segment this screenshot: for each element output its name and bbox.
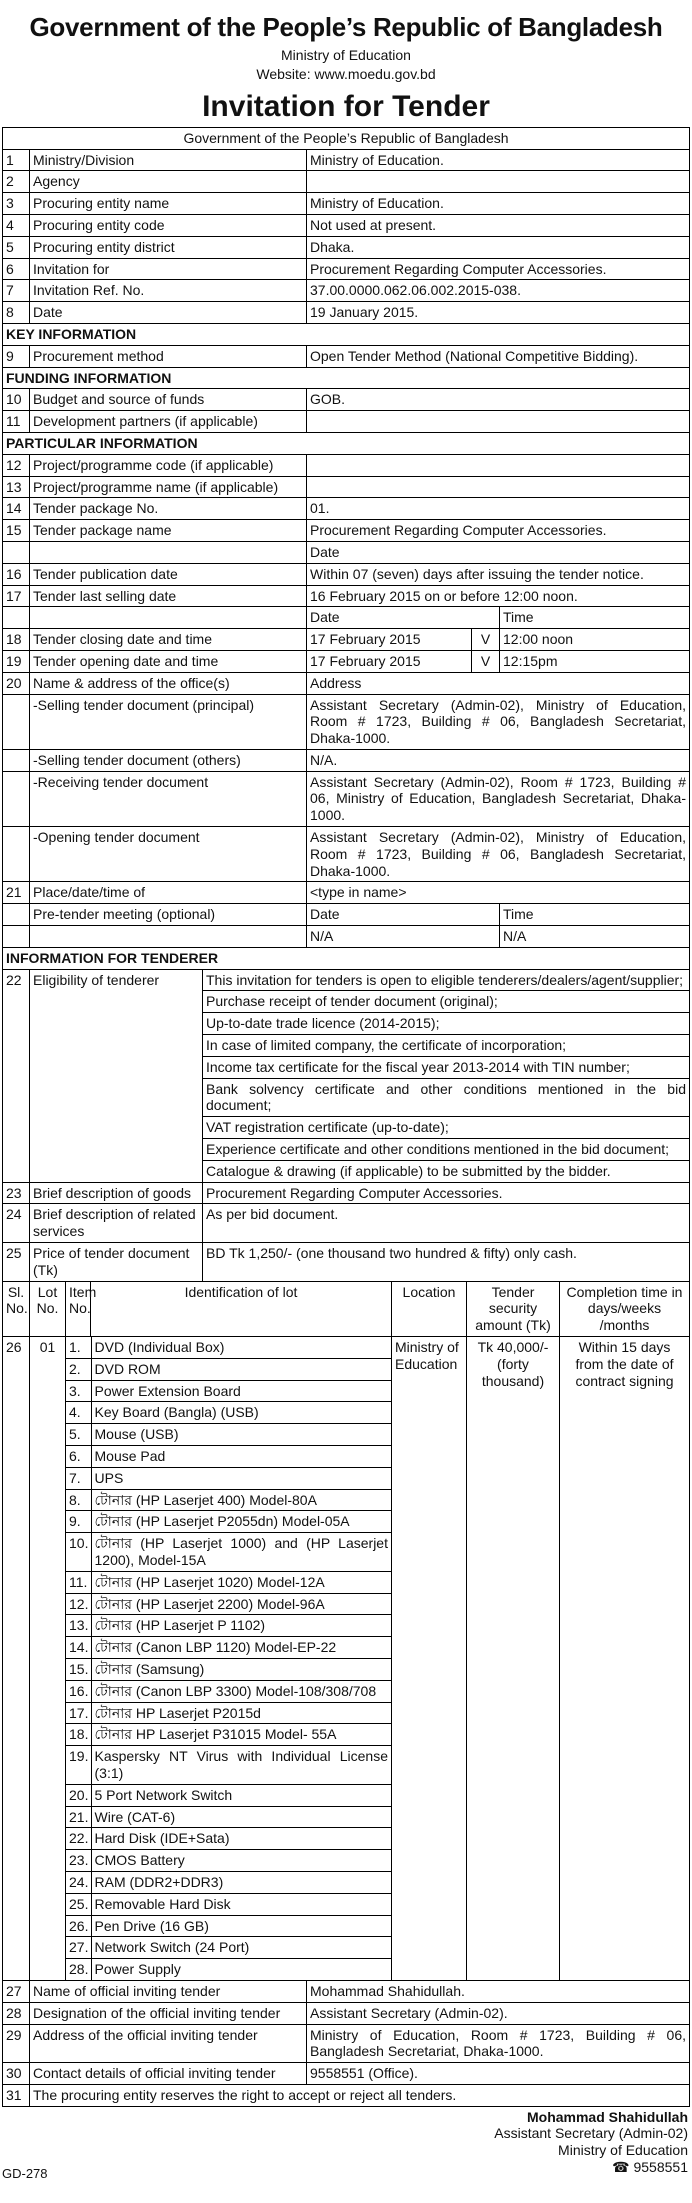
table-row: 13 Project/programme name (if applicable)	[3, 476, 690, 498]
notice-header	[2, 12, 690, 125]
lot-item-number: 16.	[66, 1680, 91, 1702]
lot-item-row	[66, 1593, 391, 1615]
lot-completion: Within 15 days from the date of contract signing	[560, 1337, 690, 1981]
lot-item-row	[66, 1337, 391, 1358]
section-key-information: KEY INFORMATION	[3, 323, 690, 345]
lot-item-description: Hard Disk (IDE+Sata)	[91, 1828, 391, 1850]
lot-item-row	[66, 1850, 391, 1872]
table-row: 21 Place/date/time of <type in name>	[3, 882, 690, 904]
table-row: 16 Tender publication date Within 07 (seven) days after issuing the tender notice.	[3, 563, 690, 585]
signatory-name: Mohammad Shahidullah	[526, 2108, 688, 2125]
lot-item-number: 7.	[66, 1467, 91, 1489]
lot-item-row	[66, 1467, 391, 1489]
website-link[interactable]: Website: www.moedu.gov.bd	[256, 65, 436, 82]
header-identification: Identification of lot	[91, 1281, 392, 1336]
lot-row	[3, 1337, 690, 1981]
lot-item-description: Mouse Pad	[91, 1445, 391, 1467]
lot-item-row	[66, 1871, 391, 1893]
lot-item-number: 9.	[66, 1511, 91, 1533]
eligibility-item: Income tax certificate for the fiscal year 2013-2014 with TIN number;	[203, 1056, 690, 1078]
lot-item-number: 6.	[66, 1445, 91, 1467]
lot-table	[2, 1281, 690, 1981]
eligibility-item: This invitation for tenders is open to eligible tenderers/dealers/agent/supplier;	[203, 969, 690, 991]
official-table	[2, 1980, 690, 2107]
lot-item-description: টোনার (HP Laserjet 2200) Model-96A	[91, 1593, 391, 1615]
lot-item-description: টোনার (Canon LBP 1120) Model-EP-22	[91, 1637, 391, 1659]
lot-item-number: 19.	[66, 1746, 91, 1785]
lot-item-description: Power Extension Board	[91, 1380, 391, 1402]
table-row: 11 Development partners (if applicable)	[3, 411, 690, 433]
lot-item-number: 28.	[66, 1959, 91, 1980]
lot-item-row	[66, 1680, 391, 1702]
date-time-header-row: Date Time	[3, 607, 690, 629]
table-row: 29 Address of the official inviting tender Ministry of Education, Room # 1723, Building # 06, Bangladesh Secretariat, Dhaka-1000.	[3, 2024, 690, 2063]
table-row: 23 Brief description of goods Procurement Regarding Computer Accessories.	[3, 1182, 690, 1204]
lot-item-description: টোনার (HP Laserjet P2055dn) Model-05A	[91, 1511, 391, 1533]
lot-item-description: CMOS Battery	[91, 1850, 391, 1872]
table-row: 1 Ministry/Division Ministry of Education.	[3, 149, 690, 171]
signatory-ministry: Ministry of Education	[558, 2142, 688, 2159]
lot-item-row	[66, 1445, 391, 1467]
eligibility-item: Purchase receipt of tender document (original);	[203, 991, 690, 1013]
table-row: 14 Tender package No. 01.	[3, 498, 690, 520]
lot-item-row	[66, 1702, 391, 1724]
goods-table	[2, 1182, 690, 1282]
signatory-designation: Assistant Secretary (Admin-02)	[494, 2125, 688, 2142]
eligibility-row	[3, 969, 690, 991]
lot-item-row	[66, 1571, 391, 1593]
lot-item-description: Key Board (Bangla) (USB)	[91, 1402, 391, 1424]
header-completion: Completion time in days/weeks /months	[560, 1281, 690, 1336]
lot-item-description: টোনার (Canon LBP 3300) Model-108/308/708	[91, 1680, 391, 1702]
table-row: 15 Tender package name Procurement Regarding Computer Accessories.	[3, 520, 690, 542]
lot-item-row	[66, 1915, 391, 1937]
eligibility-no: 22	[3, 969, 30, 1182]
signatory-phone: ☎ 9558551	[612, 2159, 688, 2176]
lot-security: Tk 40,000/- (forty thousand)	[467, 1337, 560, 1981]
lot-item-row	[66, 1959, 391, 1980]
lot-item-number: 15.	[66, 1658, 91, 1680]
lot-item-number: 12.	[66, 1593, 91, 1615]
table-row: 3 Procuring entity name Ministry of Education.	[3, 193, 690, 215]
lot-item-description: Power Supply	[91, 1959, 391, 1980]
lot-items-table	[66, 1337, 391, 1980]
lot-item-row	[66, 1828, 391, 1850]
lot-location: Ministry of Education	[392, 1337, 467, 1981]
lot-item-row	[66, 1806, 391, 1828]
table-row: 4 Procuring entity code Not used at present.	[3, 214, 690, 236]
lot-item-description: DVD (Individual Box)	[91, 1337, 391, 1358]
date-header-row: Date	[3, 541, 690, 563]
lot-item-number: 20.	[66, 1784, 91, 1806]
lot-item-description: টোনার (HP Laserjet 400) Model-80A	[91, 1489, 391, 1511]
lot-item-description: Network Switch (24 Port)	[91, 1937, 391, 1959]
lot-item-number: 1.	[66, 1337, 91, 1358]
lot-item-row	[66, 1746, 391, 1785]
table-row: 5 Procuring entity district Dhaka.	[3, 236, 690, 258]
lot-item-number: 22.	[66, 1828, 91, 1850]
table-row: 12 Project/programme code (if applicable)	[3, 454, 690, 476]
table-row: 7 Invitation Ref. No. 37.00.0000.062.06.002.2015-038.	[3, 280, 690, 302]
notice-code: GD-278	[2, 2165, 48, 2181]
eligibility-item: In case of limited company, the certificate of incorporation;	[203, 1035, 690, 1057]
lot-item-description: টোনার (HP Laserjet 1000) and (HP Laserjet 1200), Model-15A	[91, 1533, 391, 1572]
lot-item-number: 17.	[66, 1702, 91, 1724]
lot-item-description: RAM (DDR2+DDR3)	[91, 1871, 391, 1893]
lot-item-description: Wire (CAT-6)	[91, 1806, 391, 1828]
lot-item-number: 4.	[66, 1402, 91, 1424]
section-funding-information: FUNDING INFORMATION	[3, 367, 690, 389]
lot-item-description: টোনার (Samsung)	[91, 1658, 391, 1680]
table-row: 25 Price of tender document (Tk) BD Tk 1,250/- (one thousand two hundred & fifty) only cash.	[3, 1243, 690, 1282]
lot-item-number: 14.	[66, 1637, 91, 1659]
lot-item-number: 23.	[66, 1850, 91, 1872]
gov-row: Government of the People’s Republic of Bangladesh	[3, 127, 690, 149]
eligibility-item: VAT registration certificate (up-to-date);	[203, 1117, 690, 1139]
lot-item-description: 5 Port Network Switch	[91, 1784, 391, 1806]
lot-item-description: DVD ROM	[91, 1358, 391, 1380]
lot-item-row	[66, 1402, 391, 1424]
lot-item-description: UPS	[91, 1467, 391, 1489]
lot-item-number: 8.	[66, 1489, 91, 1511]
table-row: 30 Contact details of official inviting tender 9558551 (Office).	[3, 2063, 690, 2085]
lot-item-number: 11.	[66, 1571, 91, 1593]
lot-sl: 26	[3, 1337, 30, 1981]
header-item: Item No.	[66, 1281, 91, 1336]
lot-item-row	[66, 1784, 391, 1806]
lot-item-description: টোনার (HP Laserjet 1020) Model-12A	[91, 1571, 391, 1593]
pretender-header-row: Pre-tender meeting (optional) Date Time	[3, 904, 690, 926]
table-row: 19 Tender opening date and time 17 February 2015 V 12:15pm	[3, 650, 690, 672]
table-row: -Opening tender document Assistant Secretary (Admin-02), Ministry of Education, Room # 1723, Building # 06, Bangladesh Secretariat, Dhaka-1000.	[3, 827, 690, 882]
section-particular-information: PARTICULAR INFORMATION	[3, 432, 690, 454]
lot-item-description: Kaspersky NT Virus with Individual License (3:1)	[91, 1746, 391, 1785]
eligibility-item: Catalogue & drawing (if applicable) to be submitted by the bidder.	[203, 1160, 690, 1182]
lot-item-row	[66, 1937, 391, 1959]
eligibility-item: Up-to-date trade licence (2014-2015);	[203, 1013, 690, 1035]
lot-header-row	[3, 1281, 690, 1336]
lot-item-row	[66, 1615, 391, 1637]
eligibility-label: Eligibility of tenderer	[30, 969, 203, 1182]
ministry-name: Ministry of Education	[281, 47, 411, 64]
header-sl: Sl. No.	[3, 1281, 30, 1336]
lot-item-description: Mouse (USB)	[91, 1424, 391, 1446]
info-table	[2, 127, 690, 970]
eligibility-table	[2, 969, 690, 1183]
lot-item-number: 26.	[66, 1915, 91, 1937]
lot-item-row	[66, 1724, 391, 1746]
lot-item-number: 27.	[66, 1937, 91, 1959]
table-row: 28 Designation of the official inviting tender Assistant Secretary (Admin-02).	[3, 2002, 690, 2024]
table-row: 2 Agency	[3, 171, 690, 193]
lot-item-row	[66, 1358, 391, 1380]
lot-item-number: 13.	[66, 1615, 91, 1637]
table-row: 18 Tender closing date and time 17 February 2015 V 12:00 noon	[3, 629, 690, 651]
lot-item-row	[66, 1533, 391, 1572]
table-row: 31 The procuring entity reserves the right to accept or reject all tenders.	[3, 2084, 690, 2106]
lot-item-description: টোনার HP Laserjet P31015 Model- 55A	[91, 1724, 391, 1746]
table-row: 27 Name of official inviting tender Mohammad Shahidullah.	[3, 1980, 690, 2002]
section-tenderer-information: INFORMATION FOR TENDERER	[3, 947, 690, 969]
lot-item-description: Removable Hard Disk	[91, 1893, 391, 1915]
eligibility-item: Bank solvency certificate and other conditions mentioned in the bid document;	[203, 1078, 690, 1117]
table-row: 10 Budget and source of funds GOB.	[3, 389, 690, 411]
eligibility-item: Experience certificate and other conditions mentioned in the bid document;	[203, 1139, 690, 1161]
lot-item-row	[66, 1424, 391, 1446]
table-row: 6 Invitation for Procurement Regarding Computer Accessories.	[3, 258, 690, 280]
lot-item-description: টোনার (HP Laserjet P 1102)	[91, 1615, 391, 1637]
lot-item-description: টোনার HP Laserjet P2015d	[91, 1702, 391, 1724]
lot-item-row	[66, 1658, 391, 1680]
table-row: -Receiving tender document Assistant Secretary (Admin-02), Room # 1723, Building # 06, Ministry of Education, Bangladesh Secretariat, Dhaka-1000.	[3, 771, 690, 826]
table-row: 24 Brief description of related services As per bid document.	[3, 1204, 690, 1243]
lot-item-number: 5.	[66, 1424, 91, 1446]
lot-item-row	[66, 1511, 391, 1533]
header-location: Location	[392, 1281, 467, 1336]
lot-item-row	[66, 1893, 391, 1915]
lot-item-number: 3.	[66, 1380, 91, 1402]
table-row: -Selling tender document (principal) Assistant Secretary (Admin-02), Ministry of Education, Room # 1723, Building # 06, Bangladesh Secretariat, Dhaka-1000.	[3, 694, 690, 749]
lot-item-number: 2.	[66, 1358, 91, 1380]
lot-item-number: 25.	[66, 1893, 91, 1915]
page-title: Invitation for Tender	[202, 89, 490, 123]
table-row: 8 Date 19 January 2015.	[3, 302, 690, 324]
table-row: 17 Tender last selling date 16 February 2015 on or before 12:00 noon.	[3, 585, 690, 607]
lot-item-description: Pen Drive (16 GB)	[91, 1915, 391, 1937]
government-title: Government of the People’s Republic of Bangladesh	[29, 12, 663, 42]
table-row: 20 Name & address of the office(s) Address	[3, 672, 690, 694]
table-row: -Selling tender document (others) N/A.	[3, 749, 690, 771]
table-row: 9 Procurement method Open Tender Method (National Competitive Bidding).	[3, 345, 690, 367]
lot-item-number: 18.	[66, 1724, 91, 1746]
lot-number: 01	[30, 1337, 66, 1981]
lot-item-row	[66, 1489, 391, 1511]
header-lot: Lot No.	[30, 1281, 66, 1336]
lot-item-number: 10.	[66, 1533, 91, 1572]
lot-item-number: 21.	[66, 1806, 91, 1828]
lot-item-row	[66, 1380, 391, 1402]
lot-item-number: 24.	[66, 1871, 91, 1893]
lot-item-row	[66, 1637, 391, 1659]
header-security: Tender security amount (Tk)	[467, 1281, 560, 1336]
table-row: N/A N/A	[3, 926, 690, 948]
